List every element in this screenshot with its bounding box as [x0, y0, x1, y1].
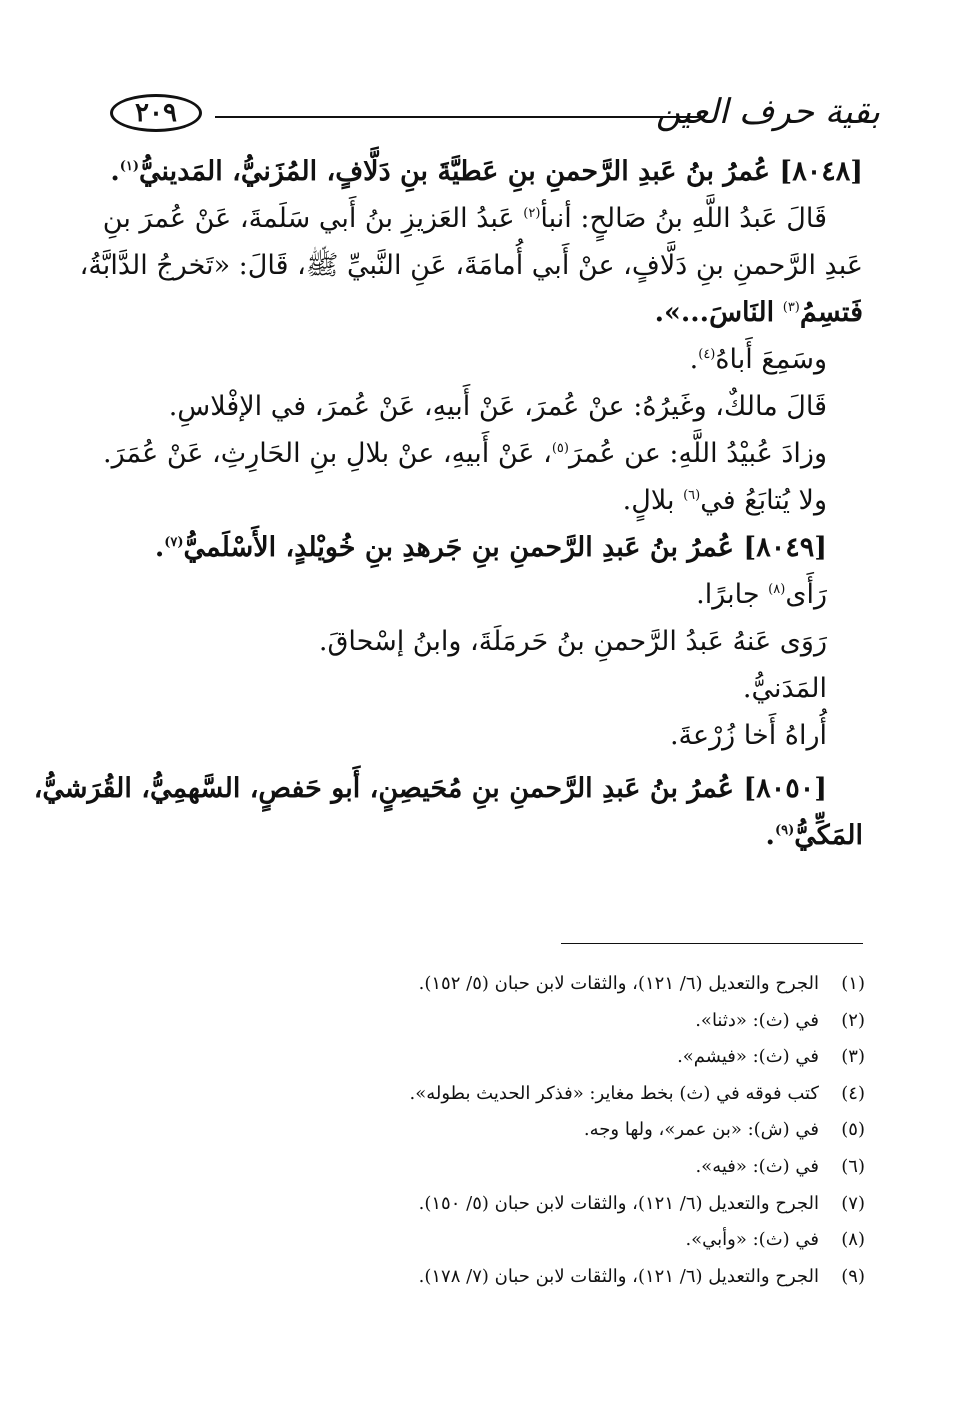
text-segment: بلالٍ.: [622, 485, 675, 516]
text-line: [110, 477, 863, 524]
footnote-text: كتب فوقه في (ث) بخط مغاير: «فذكر الحديث بطوله».: [409, 1082, 819, 1104]
footnote-ref: (٥): [551, 441, 569, 456]
text-line: [110, 289, 863, 336]
entry-name: المَكِّيُّ: [794, 820, 863, 851]
punctuation: .: [154, 532, 165, 563]
hadith-text: النَاسَ...».: [654, 297, 775, 328]
footnote: [105, 1112, 865, 1149]
entry-8050-heading-cont: [110, 812, 863, 859]
entry-name: عُمرُ بنُ عَبدِ الرَّحمنِ بنِ جَرهدِ بنِ خُويْلدٍ، الأَسْلَميُّ: [183, 532, 735, 563]
text-line: [102, 195, 863, 242]
text-segment: جابرًا.: [696, 579, 760, 610]
text-segment: أُراهُ أَخا زُرْعةَ.: [669, 720, 827, 751]
footnote-ref: (٦): [683, 488, 701, 503]
footnote-number: (٩): [841, 1265, 865, 1287]
footnote-number: (٥): [841, 1119, 865, 1141]
footnote-ref: (٩): [774, 823, 795, 838]
footnote: [105, 966, 865, 1003]
text-line: [110, 336, 863, 383]
entry-8050-heading: [33, 765, 863, 812]
footnote-number: (١): [841, 973, 865, 994]
entry-name: عُمرُ بنُ عَبدِ الرَّحمنِ بنِ عَطيَّةَ بنِ دَلَّافٍ، المُزَنيُّ، المَدينيُّ: [139, 156, 771, 187]
footnote: [105, 1186, 865, 1223]
page-header: [110, 92, 880, 152]
text-segment: رَوَى عَنهُ عَبدُ الرَّحمنِ بنُ حَرمَلَةَ، وابنُ إسْحاقَ.: [318, 626, 827, 657]
text-segment: ، عَنْ أَبيهِ، عنْ بلالِ بنِ الحَارِثِ، عَنْ عُمَرَ.: [103, 438, 552, 469]
footnote-ref: (٢): [523, 206, 541, 221]
entry-name: عُمرُ بنُ عَبدِ الرَّحمنِ بنِ مُحَيصِنٍ، أَبو حَفصٍ، السَّهمِيُّ، القُرَشيُّ،: [33, 773, 735, 804]
header-rule: [215, 116, 705, 118]
entry-number: [٨٠٤٩]: [743, 532, 827, 563]
footnote-ref: (٨): [768, 582, 786, 597]
hadith-text: فَتسِمُ: [799, 297, 863, 328]
entry-8049-heading: [110, 524, 863, 571]
footnotes: [105, 966, 865, 1295]
footnote: [105, 1222, 865, 1259]
footnote-separator: [561, 943, 863, 944]
entry-number: [٨٠٥٠]: [743, 773, 827, 804]
text-line: [110, 571, 863, 618]
footnote-number: (٧): [841, 1192, 865, 1214]
footnote-text: الجرح والتعديل (٦/ ١٢١)، والثقات لابن حبان (٥/ ١٥٢).: [418, 973, 819, 994]
footnote-text: الجرح والتعديل (٦/ ١٢١)، والثقات لابن حبان (٥/ ١٥٠).: [418, 1192, 819, 1214]
text-segment: المَدَنيُّ.: [742, 673, 827, 704]
footnote-text: في (ث): «فيشم».: [677, 1046, 819, 1068]
footnote: [105, 1149, 865, 1186]
footnote-ref: (٤): [698, 347, 716, 362]
punctuation: .: [689, 344, 699, 375]
footnote-text: في (ش): «بن عمر»، ولها وجه.: [583, 1119, 819, 1141]
running-title: بقية حرف العين: [655, 92, 880, 132]
page-number: ٢٠٩: [135, 98, 177, 128]
footnote-number: (٢): [841, 1009, 865, 1031]
text-segment: وسَمِعَ أَباهُ: [715, 344, 827, 375]
text-line: [79, 242, 863, 289]
text-segment: رَأَى: [785, 579, 827, 610]
footnote-text: الجرح والتعديل (٦/ ١٢١)، والثقات لابن حبان (٧/ ١٧٨).: [418, 1265, 819, 1287]
text-segment: قَالَ عَبدُ اللَّهِ بنُ صَالحٍ: أنبأ: [540, 203, 827, 234]
text-line: [110, 712, 863, 759]
text-segment: عَبدُ العَزيزِ بنُ أَبي سَلَمةَ، عَنْ عُمرَ بنِ: [102, 203, 515, 234]
footnote-number: (٨): [841, 1229, 865, 1251]
text-segment: ولا يُتابَعُ في: [700, 485, 827, 516]
text-line: [110, 618, 863, 665]
footnote-ref: (٣): [782, 300, 800, 315]
entry-8048-heading: [110, 148, 863, 195]
text-segment: قَالَ مالكٌ، وغَيرُهُ: عنْ عُمرَ، عَنْ أَبيهِ، عَنْ عُمرَ، في الإفْلاسِ.: [168, 391, 827, 422]
footnote: [105, 1259, 865, 1296]
footnote: [105, 1076, 865, 1113]
footnote-text: في (ث): «دثنا».: [695, 1009, 819, 1031]
punctuation: .: [110, 156, 120, 187]
footnote-text: في (ث): «فيه».: [695, 1155, 819, 1177]
text-line: [110, 383, 863, 430]
text-line: [110, 665, 863, 712]
footnote-number: (٣): [841, 1046, 865, 1068]
footnote: [105, 1003, 865, 1040]
footnote-ref: (٧): [164, 535, 184, 550]
punctuation: .: [765, 820, 775, 851]
text-line: [103, 430, 863, 477]
entry-number: [٨٠٤٨]: [779, 156, 863, 187]
text-segment: وزادَ عُبيْدُ اللَّهِ: عن عُمرَ: [568, 438, 827, 469]
footnote-number: (٦): [841, 1155, 865, 1177]
footnote-number: (٤): [841, 1082, 865, 1104]
page-number-badge: [110, 94, 202, 132]
footnote: [105, 1039, 865, 1076]
footnote-ref: (١): [119, 159, 140, 174]
text-segment: عَبدِ الرَّحمنِ بنِ دَلَّافٍ، عنْ أَبي أُمامَةَ، عَنِ النَّبيِّ ﷺ، قَالَ: «تَخرجُ الدَّابَّةُ،: [79, 250, 863, 281]
footnote-text: في (ث): «وأبي».: [685, 1229, 819, 1251]
main-text: [33, 148, 863, 859]
